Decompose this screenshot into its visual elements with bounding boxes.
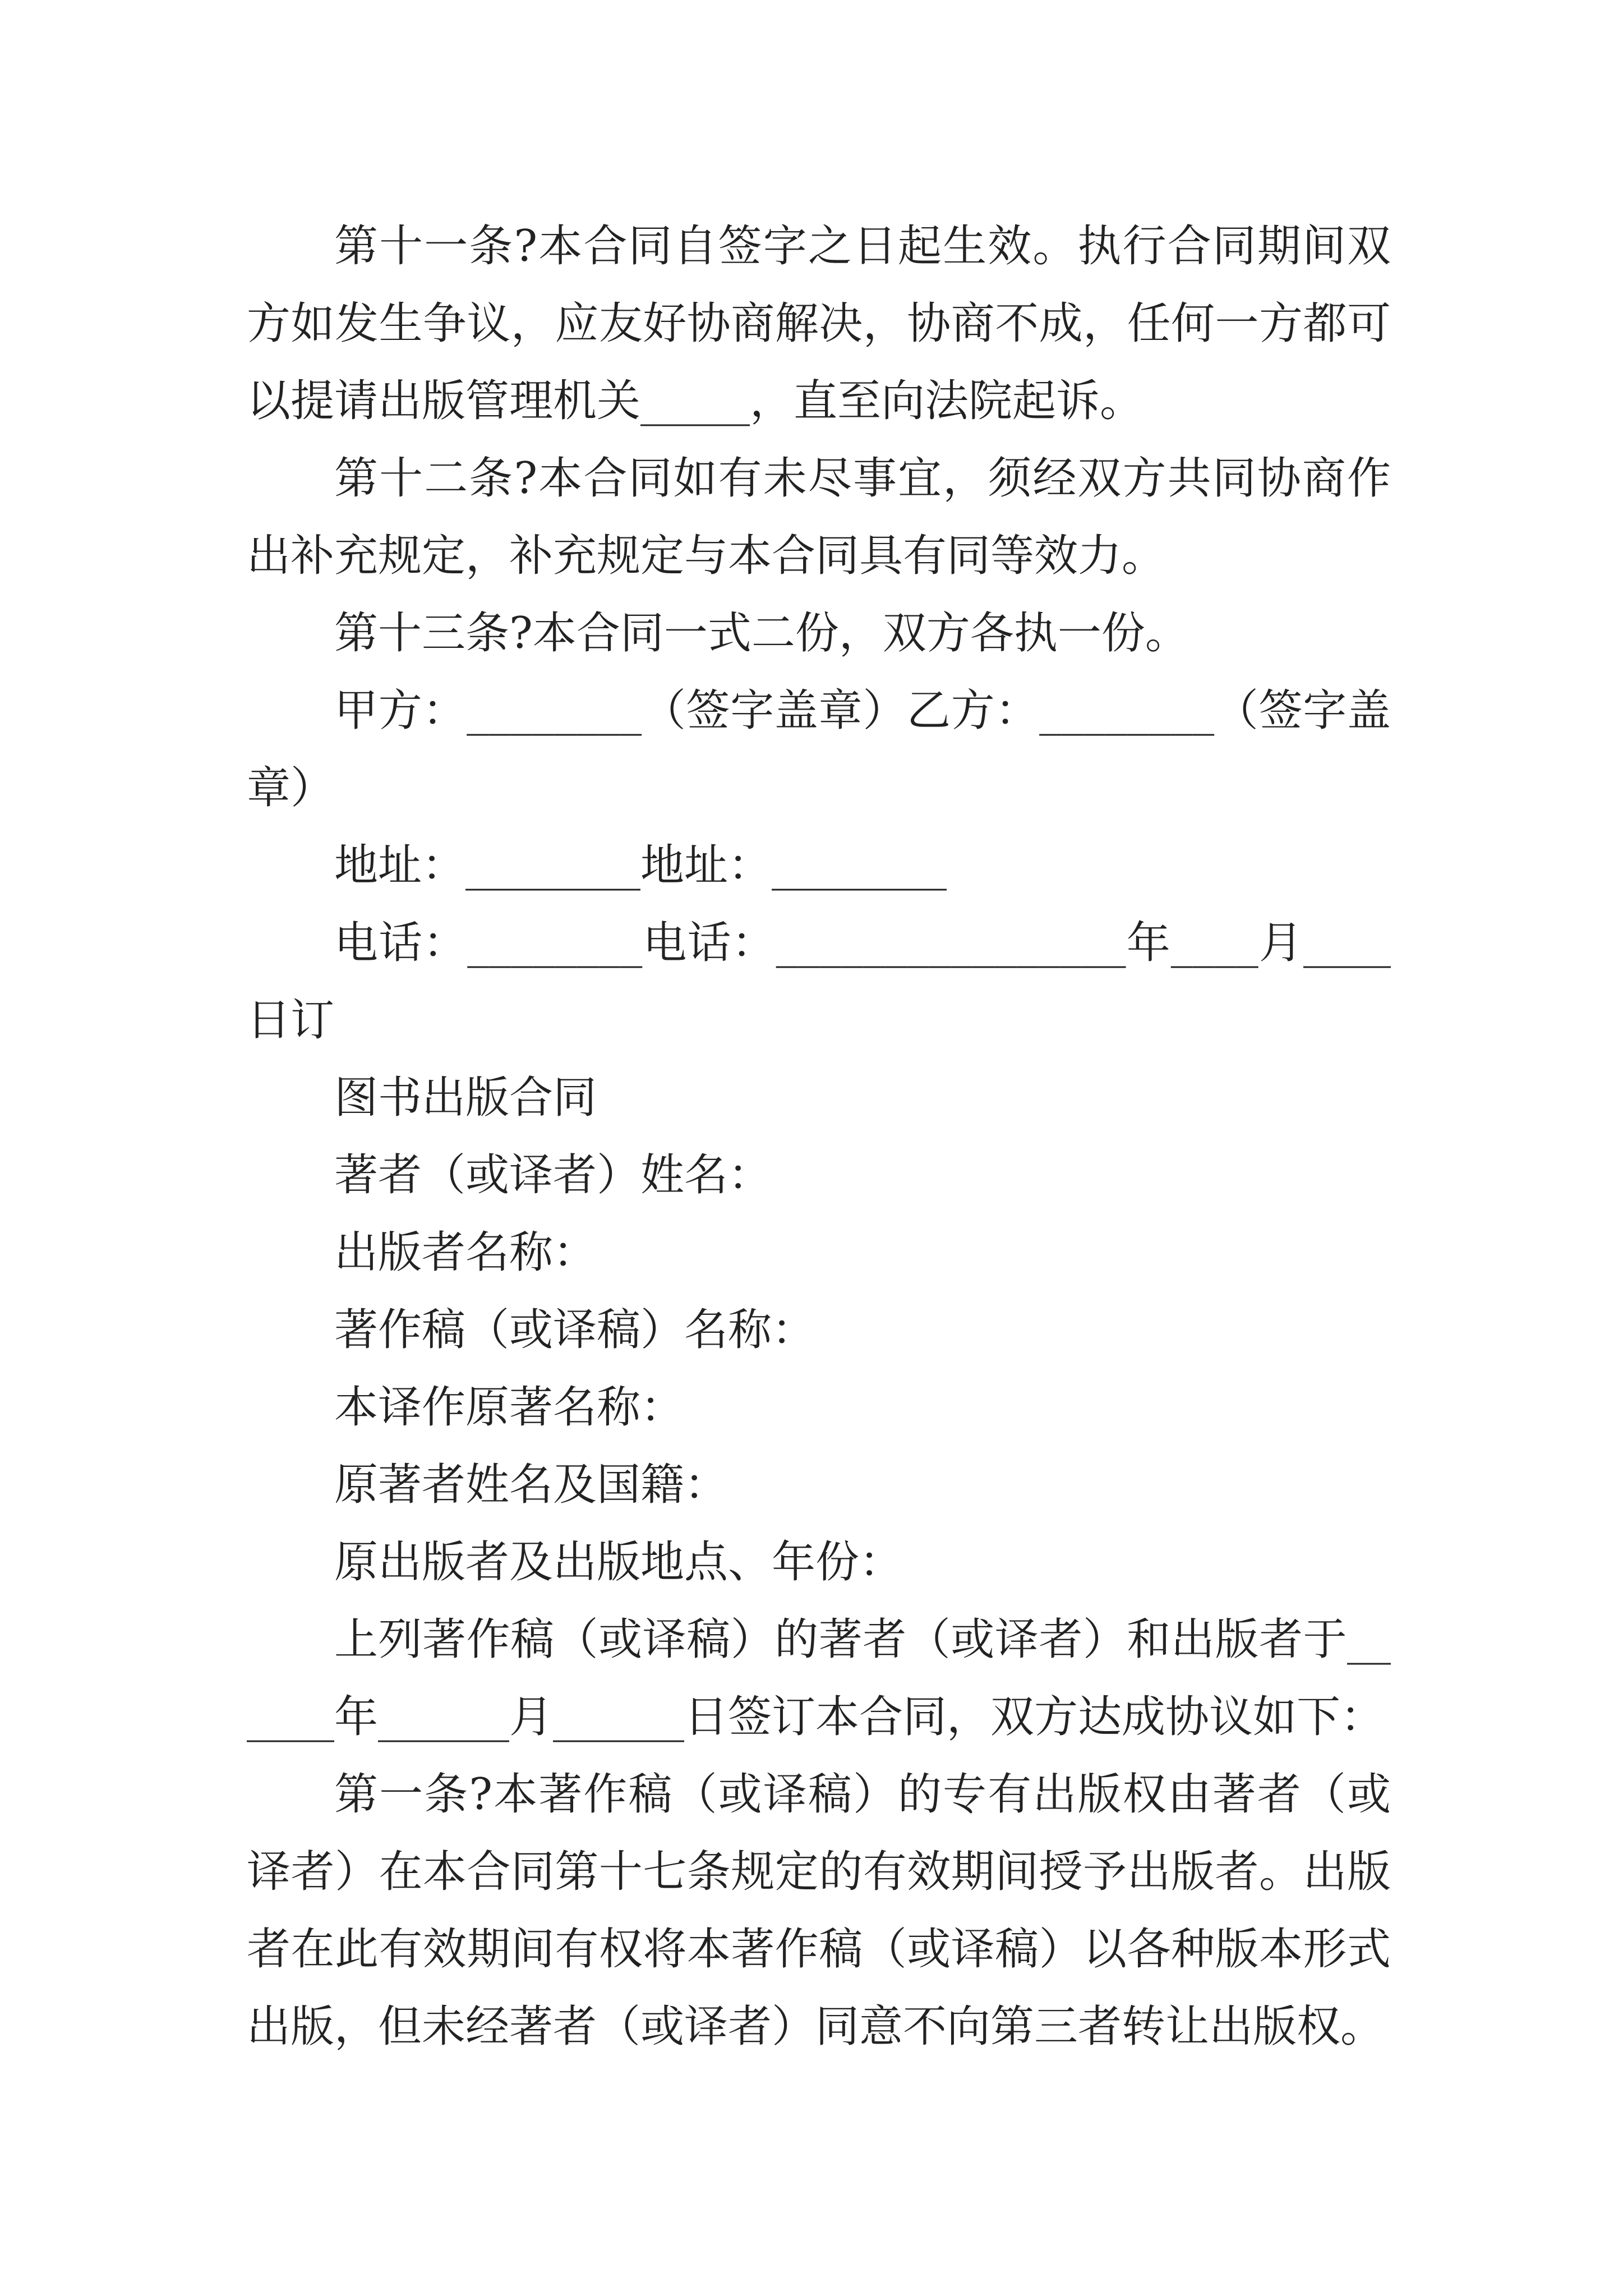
publisher-name-field: 出版者名称：: [334, 1227, 597, 1278]
signature-line: 甲方：________（签字盖章）乙方：________（签字盖章）: [247, 685, 1391, 813]
author-name-field: 著者（或译者）姓名：: [334, 1150, 772, 1200]
clause-1: 第一条?本著作稿（或译稿）的专有出版权由著者（或译者）在本合同第十七条规定的有效期间授予出版者。出版者在此有效期间有权将本著作稿（或译稿）以各种版本形式出版，但未经著者（或译者）同意不向第三者转让出版权。: [247, 1769, 1391, 2052]
original-title-field: 本译作原著名称：: [334, 1382, 685, 1433]
address-line: 地址：________地址：________: [334, 840, 947, 891]
clause-12: 第十二条?本合同如有未尽事宜，须经双方共同协商作出补充规定，补充规定与本合同具有同等效力。: [247, 453, 1391, 581]
original-author-field: 原著者姓名及国籍：: [334, 1460, 728, 1510]
phone-date-line: 电话：________电话：________________年____月____日订: [247, 918, 1391, 1046]
original-publisher-field: 原出版者及出版地点、年份：: [334, 1537, 903, 1588]
manuscript-title-field: 著作稿（或译稿）名称：: [334, 1305, 816, 1355]
agreement-intro: 上列著作稿（或译稿）的著者（或译者）和出版者于______年______月______日签订本合同，双方达成协议如下：: [247, 1614, 1391, 1742]
clause-11: 第十一条?本合同自签字之日起生效。执行合同期间双方如发生争议，应友好协商解决，协商不成，任何一方都可以提请出版管理机关_____，直至向法院起诉。: [247, 221, 1391, 426]
contract-title: 图书出版合同: [334, 1073, 597, 1123]
document-body: [247, 208, 1391, 2065]
clause-13: 第十三条?本合同一式二份，双方各执一份。: [334, 608, 1189, 659]
